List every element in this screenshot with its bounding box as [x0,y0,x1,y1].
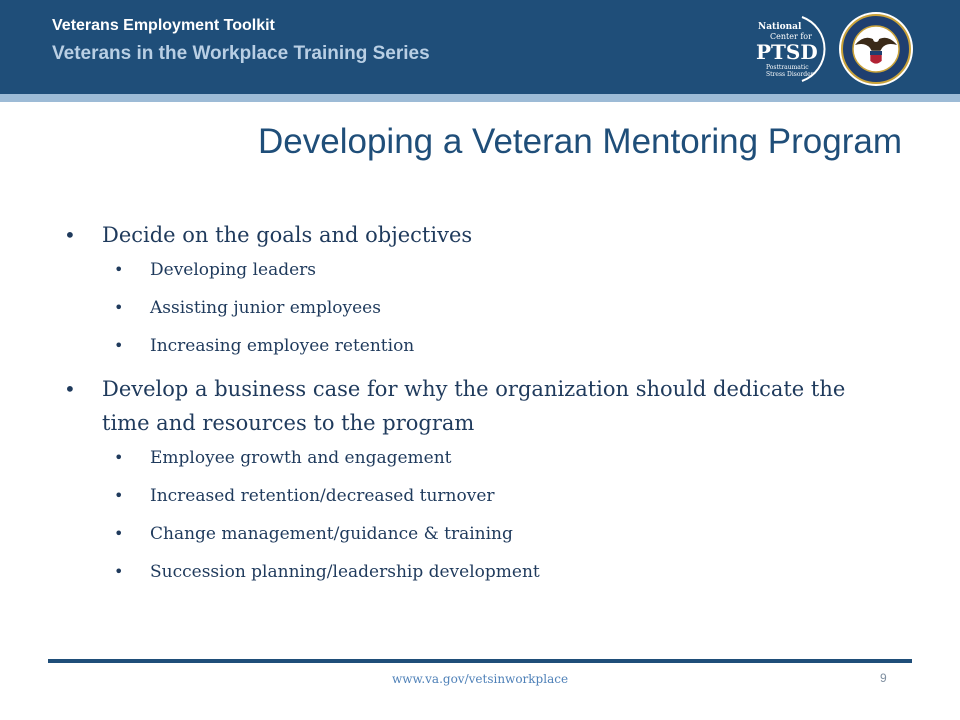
slide-title: Developing a Veteran Mentoring Program [258,122,902,161]
sub-bullet-item [64,560,894,584]
bullet-dot-icon: • [114,524,124,543]
sub-bullet-item [64,258,894,282]
sub-bullet-text: Employee growth and engagement [150,448,452,468]
sub-bullet-text: Developing leaders [150,260,317,280]
footer-divider [48,659,912,663]
footer-url: www.va.gov/vetsinworkplace [391,672,569,686]
header-bar [0,0,960,94]
bullet-text: Decide on the goals and objectives [102,223,473,247]
page-number: 9 [880,671,887,685]
sub-bullet-text: Change management/guidance & training [150,524,513,544]
svg-text:Center for: Center for [770,32,812,41]
sub-bullet-item [64,334,894,358]
svg-text:PTSD: PTSD [756,40,818,64]
bullet-item [64,372,894,440]
sub-bullet-item [64,296,894,320]
bullet-dot-icon: • [114,260,124,279]
bullet-dot-icon: • [114,448,124,467]
series-title: Veterans in the Workplace Training Series [52,43,430,64]
header-stripe [0,94,960,102]
sub-bullet-item [64,484,894,508]
sub-bullet-text: Succession planning/leadership development [150,562,540,582]
bullet-text: Develop a business case for why the organization should dedicate the time and resources to the program [102,377,846,435]
svg-text:Stress Disorder: Stress Disorder [766,71,814,78]
sub-bullet-text: Assisting junior employees [150,298,381,318]
bullet-dot-icon: • [114,298,124,317]
sub-bullet-text: Increased retention/decreased turnover [150,486,495,506]
toolkit-title: Veterans Employment Toolkit [52,17,275,34]
va-seal-icon [838,11,914,87]
bullet-list [64,218,894,598]
sub-bullet-text: Increasing employee retention [150,336,415,356]
bullet-dot-icon: • [114,486,124,505]
svg-text:National: National [758,22,802,32]
sub-bullet-item [64,446,894,470]
bullet-dot-icon: • [64,223,76,247]
bullet-item [64,218,894,252]
bullet-dot-icon: • [114,336,124,355]
svg-text:Posttraumatic: Posttraumatic [766,64,809,71]
sub-bullet-item [64,522,894,546]
bullet-dot-icon: • [64,377,76,401]
bullet-dot-icon: • [114,562,124,581]
ptsd-center-logo [752,13,830,85]
